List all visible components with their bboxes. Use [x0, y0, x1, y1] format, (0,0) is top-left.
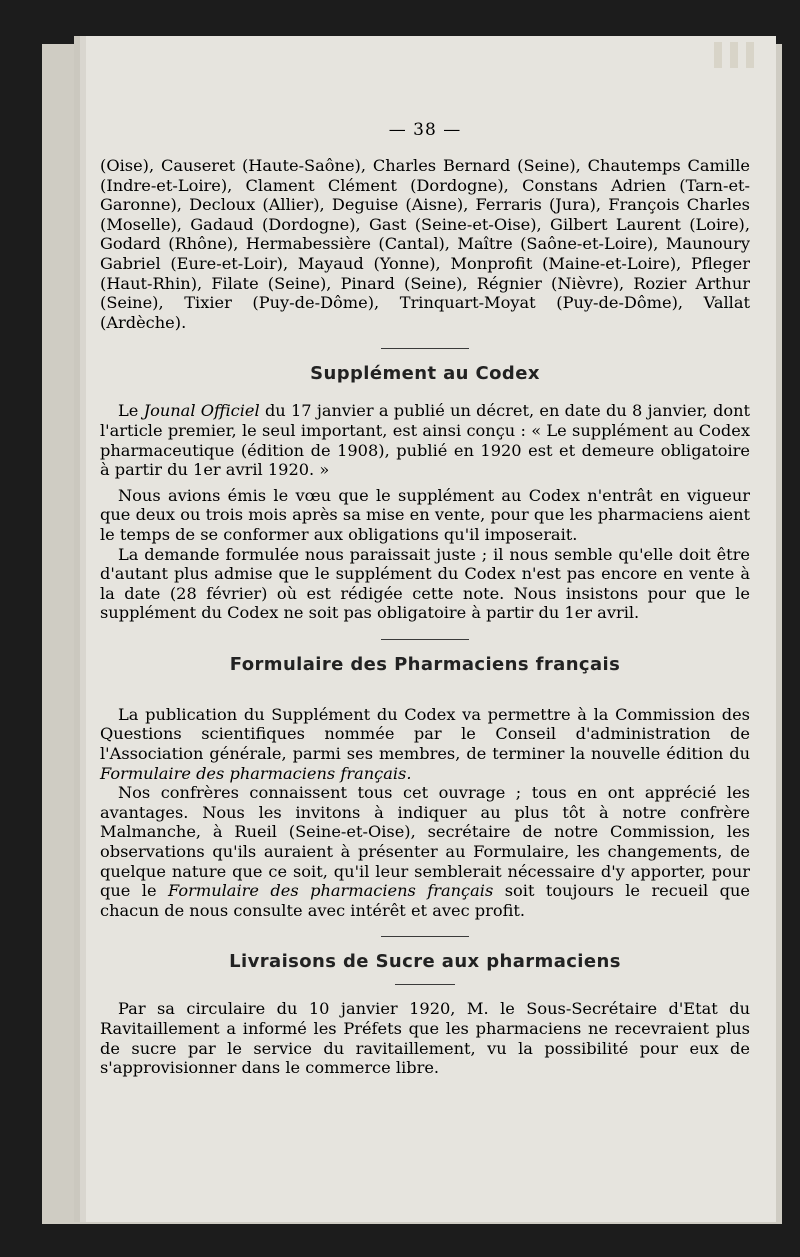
codex-paragraph-3: La demande formulée nous paraissait juste ; il nous semble qu'elle doit être d'autant plus admise que le supplément du Codex n'est pas encore en vente à la date (28 février) où est rédigée cette note. Nous insistons pour que le supplément du Codex ne soit pas obligatoire à partir du 1er avril. — [100, 544, 750, 623]
formulaire-paragraph-1: La publication du Supplément du Codex va permettre à la Commission des Questions scientifiques nommée par le Conseil d'administration de l'Association générale, parmi ses membres, de terminer la nouvelle édition du Formulaire des pharmaciens français. — [100, 704, 750, 783]
codex-paragraph-2: Nous avions émis le vœu que le supplément au Codex n'entrât en vigueur que deux ou trois mois après sa mise en vente, pour que les pharmaciens aient le temps de se conformer aux obligations qu'il imposerait. — [100, 485, 750, 544]
section-divider — [381, 639, 469, 640]
section-divider — [381, 348, 469, 349]
section-title-sucre: Livraisons de Sucre aux pharmaciens — [229, 951, 621, 973]
sucre-paragraph-1: Par sa circulaire du 10 janvier 1920, M. le Sous-Secrétaire d'Etat du Ravitaillement a informé les Préfets que les pharmaciens ne recevraient plus de sucre par le service du ravitaillement, vu la possibilité pour eux de s'approvisionner dans le commerce libre. — [100, 999, 750, 1078]
intro-paragraph: (Oise), Causeret (Haute-Saône), Charles Bernard (Seine), Chautemps Camille (Indre-et-Loire), Clament Clément (Dordogne), Constans Adrien (Tarn-et-Garonne), Decloux (Allier), Deguise (Aisne), Ferraris (Jura), François Charles (Moselle), Gadaud (Dordogne), Gast (Seine-et-Oise), Gilbert Laurent (Loire), Godard (Rhône), Hermabessière (Cantal), Maître (Saône-et-Loire), Maunoury Gabriel (Eure-et-Loir), Mayaud (Yonne), Monprofit (Maine-et-Loire), Pfleger (Haut-Rhin), Filate (Seine), Pinard (Seine), Régnier (Nièvre), Rozier Arthur (Seine), Tixier (Puy-de-Dôme), Trinquart-Moyat (Puy-de-Dôme), Vallat (Ardèche). — [100, 156, 750, 332]
page-content — [100, 120, 750, 1078]
codex-paragraph-1: Le Jounal Officiel du 17 janvier a publié un décret, en date du 8 janvier, dont l'article premier, le seul important, est ainsi conçu : « Le supplément au Codex pharmaceutique (édition de 1908), publié en 1920 est et demeure obligatoire à partir du 1er avril 1920. » — [100, 401, 750, 480]
page-number: — 38 — — [388, 120, 462, 140]
formulaire-paragraph-2: Nos confrères connaissent tous cet ouvrage ; tous en ont apprécié les avantages. Nous les invitons à indiquer au plus tôt à notre confrère Malmanche, à Rueil (Seine-et-Oise), secrétaire de notre Commission, les observations qu'ils auraient à présenter au Formulaire, les changements, de quelque nature que ce soit, qu'il leur semblerait nécessaire d'y apporter, pour que le Formulaire des pharmaciens français soit toujours le recueil que chacun de nous consulte avec intérêt et avec profit. — [100, 783, 750, 920]
section-title-codex: Supplément au Codex — [310, 363, 540, 385]
page-edge-marks — [706, 36, 776, 70]
section-divider — [381, 936, 469, 937]
section-title-formulaire: Formulaire des Pharmaciens français — [229, 653, 621, 675]
section-divider — [395, 984, 455, 985]
